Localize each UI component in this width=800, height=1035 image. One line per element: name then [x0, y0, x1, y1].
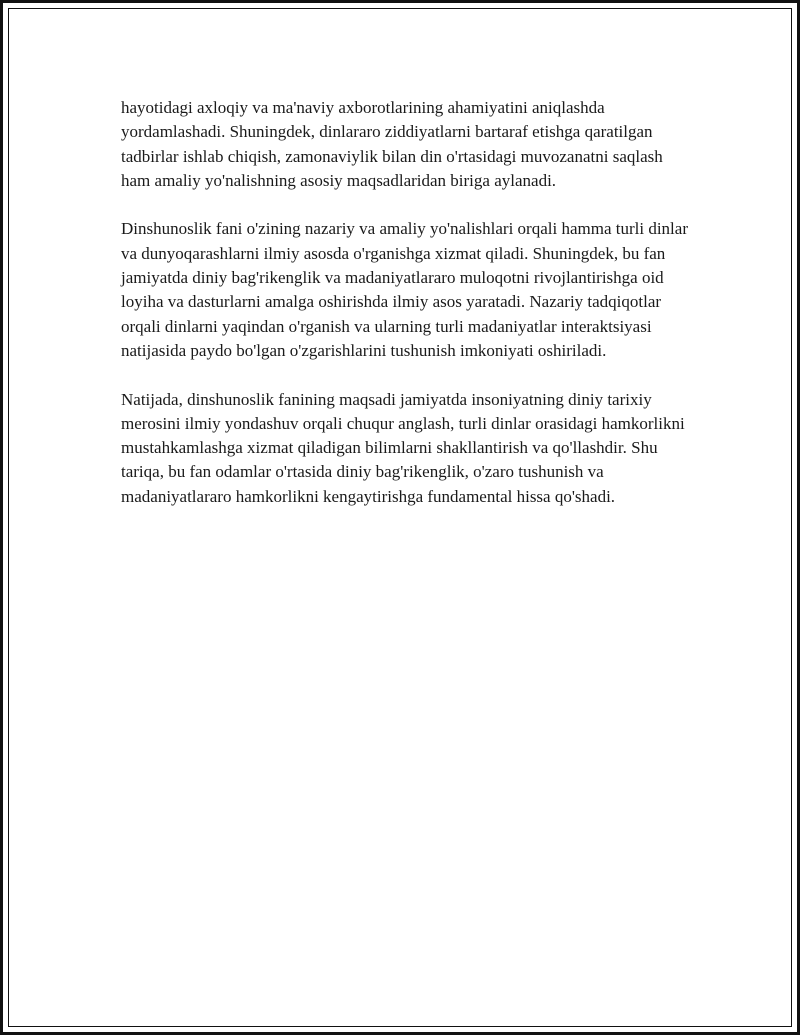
paragraph-3: Natijada, dinshunoslik fanining maqsadi jamiyatda insoniyatning diniy tarixiy merosini ilmiy yondashuv orqali chuqur anglash, turli dinlar orasidagi hamkorlikni mustahkamlashga xizmat qiladigan bilimlarni shakllantirish va qo'llashdir. Shu tariqa, bu fan odamlar o'rtasida diniy bag'rikenglik, o'zaro tushunish va madaniyatlararo hamkorlikni kengaytirishga fundamental hissa qo'shadi.: [121, 389, 685, 506]
document-body: [121, 96, 696, 533]
paragraph-2: Dinshunoslik fani o'zining nazariy va amaliy yo'nalishlari orqali hamma turli dinlar va dunyoqarashlarni ilmiy asosda o'rganishga xizmat qiladi. Shuningdek, bu fan jamiyatda diniy bag'rikenglik va madaniyatlararo muloqotni rivojlantirishga oid loyiha va dasturlarni amalga oshirishda ilmiy asos yaratadi. Nazariy tadqiqotlar orqali dinlarni yaqindan o'rganish va ularning turli madaniyatlar interaktsiyasi natijasida paydo bo'lgan o'zgarishlarini tushunish imkoniyati oshiriladi.: [121, 219, 688, 360]
paragraph-1: hayotidagi axloqiy va ma'naviy axborotlarining ahamiyatini aniqlashda yordamlashadi. Shuningdek, dinlararo ziddiyatlarni bartaraf etishga qaratilgan tadbirlar ishlab chiqish, zamonaviylik bilan din o'rtasidagi muvozanatni saqlash ham amaliy yo'nalishning asosiy maqsadlaridan biriga aylanadi.: [121, 98, 663, 190]
